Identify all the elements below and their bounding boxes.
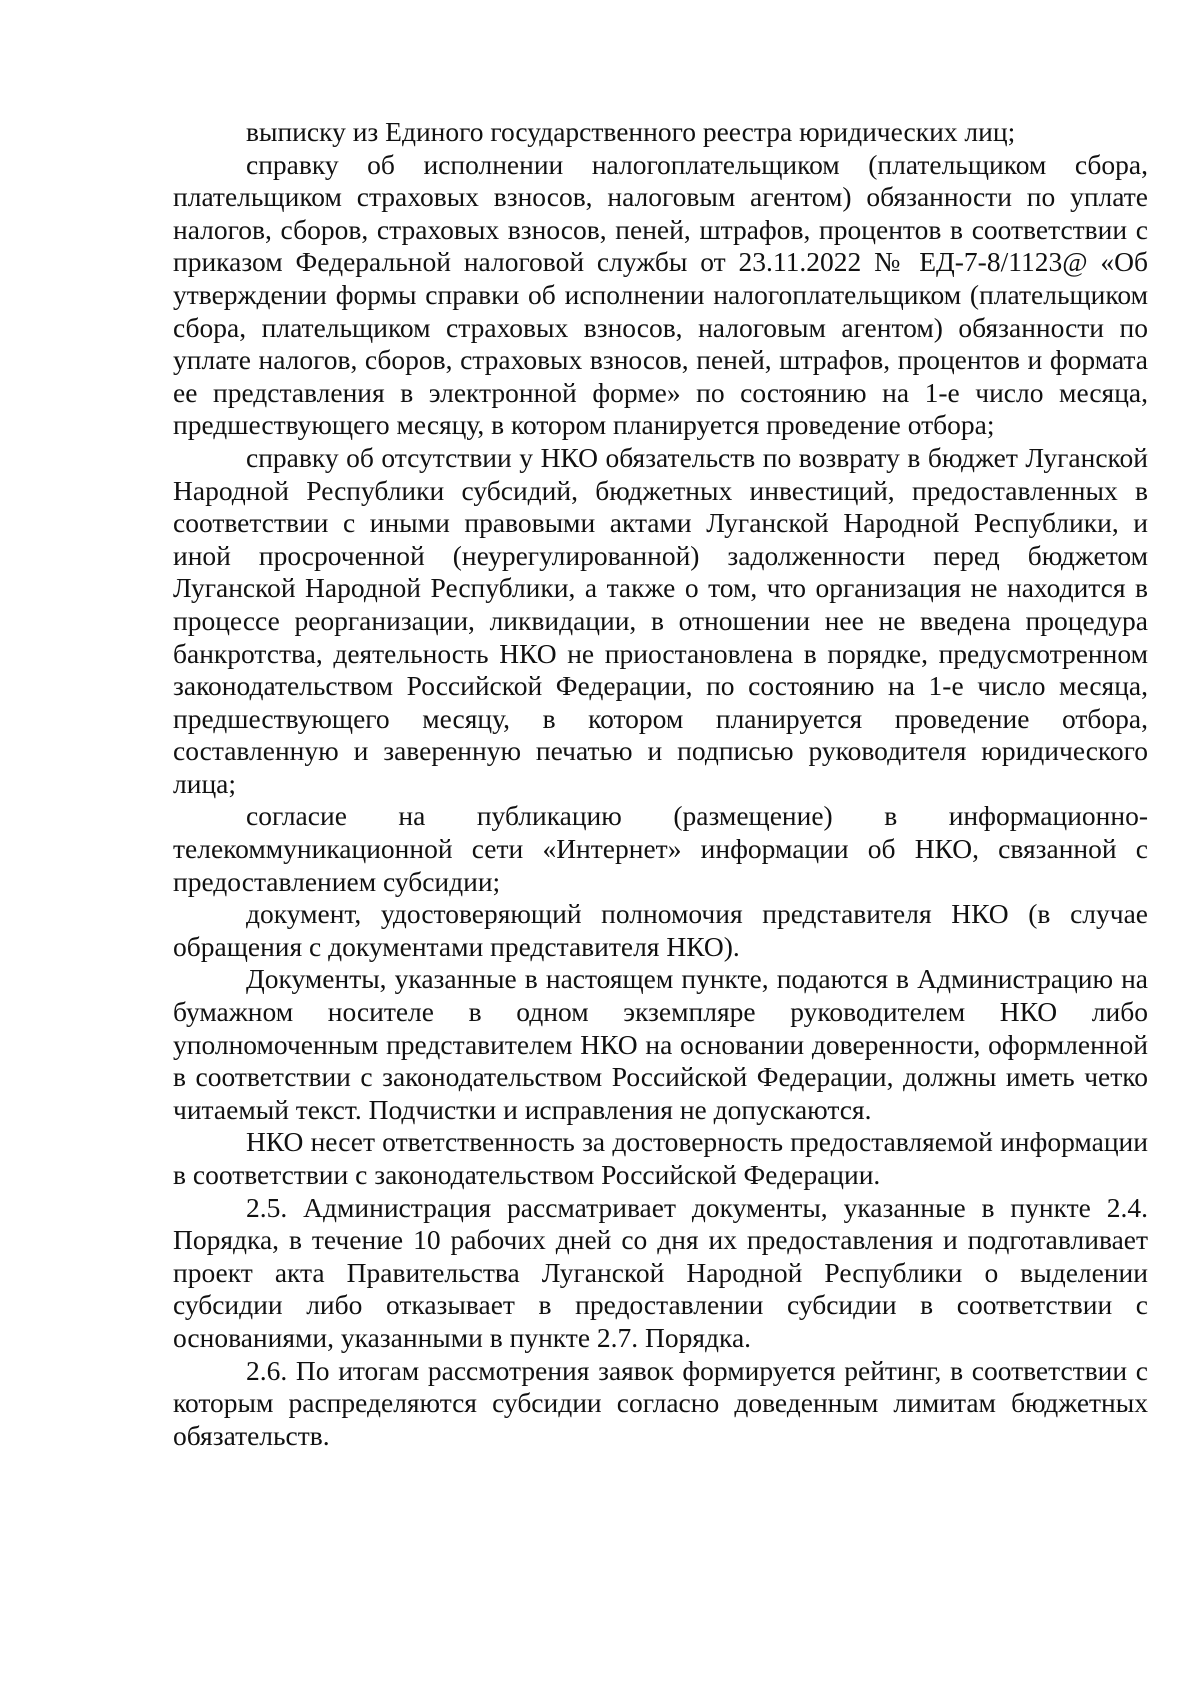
paragraph-publication-consent: согласие на публикацию (размещение) в информационно-телекоммуникационной сети «Интернет» информации об НКО, связанной с предоставлением субсидии; <box>173 800 1148 897</box>
paragraph-egrul-extract: выписку из Единого государственного реестра юридических лиц; <box>246 116 1016 147</box>
paragraph-responsibility: НКО несет ответственность за достоверность предоставляемой информации в соответствии с законодательством Российской Федерации. <box>173 1126 1148 1190</box>
paragraph-tax-certificate: справку об исполнении налогоплательщиком (плательщиком сбора, плательщиком страховых взносов, налоговым агентом) обязанности по уплате налогов, сборов, страховых взносов, пеней, штрафов, процентов в соответствии с приказом Федеральной налоговой службы от 23.11.2022 № ЕД-7-8/1123@ «Об утверждении формы справки об исполнении налогоплательщиком (плательщиком сбора, плательщиком страховых взносов, налоговым агентом) обязанности по уплате налогов, сборов, страховых взносов, пеней, штрафов, процентов и формата ее представления в электронной форме» по состоянию на 1-е число месяца, предшествующего месяцу, в котором планируется проведение отбора; <box>173 148 1148 441</box>
paragraph-clause-2-5: 2.5. Администрация рассматривает документы, указанные в пункте 2.4. Порядка, в течение 10 рабочих дней со дня их предоставления и подготавливает проект акта Правительства Луганской Народной Республики о выделении субсидии либо отказывает в предоставлении субсидии в соответствии с основаниями, указанными в пункте 2.7. Порядка. <box>173 1191 1148 1353</box>
paragraph-submission-rules: Документы, указанные в настоящем пункте, подаются в Администрацию на бумажном носителе в одном экземпляре руководителем НКО либо уполномоченным представителем НКО на основании доверенности, оформленной в соответствии с законодательством Российской Федерации, должны иметь четко читаемый текст. Подчистки и исправления не допускаются. <box>173 963 1148 1125</box>
paragraph-representative-authority: документ, удостоверяющий полномочия представителя НКО (в случае обращения с документами представителя НКО). <box>173 898 1148 962</box>
paragraph-no-debt-certificate: справку об отсутствии у НКО обязательств по возврату в бюджет Луганской Народной Республики субсидий, бюджетных инвестиций, предоставленных в соответствии с иными правовыми актами Луганской Народной Республики, и иной просроченной (неурегулированной) задолженности перед бюджетом Луганской Народной Республики, а также о том, что организация не находится в процессе реорганизации, ликвидации, в отношении нее не введена процедура банкротства, деятельность НКО не приостановлена в порядке, предусмотренном законодательством Российской Федерации, по состоянию на 1-е число месяца, предшествующего месяцу, в котором планируется проведение отбора, составленную и заверенную печатью и подписью руководителя юридического лица; <box>173 441 1148 799</box>
paragraph-clause-2-6: 2.6. По итогам рассмотрения заявок формируется рейтинг, в соответствии с которым распределяются субсидии согласно доведенным лимитам бюджетных обязательств. <box>173 1354 1148 1451</box>
document-body <box>173 116 1148 1452</box>
